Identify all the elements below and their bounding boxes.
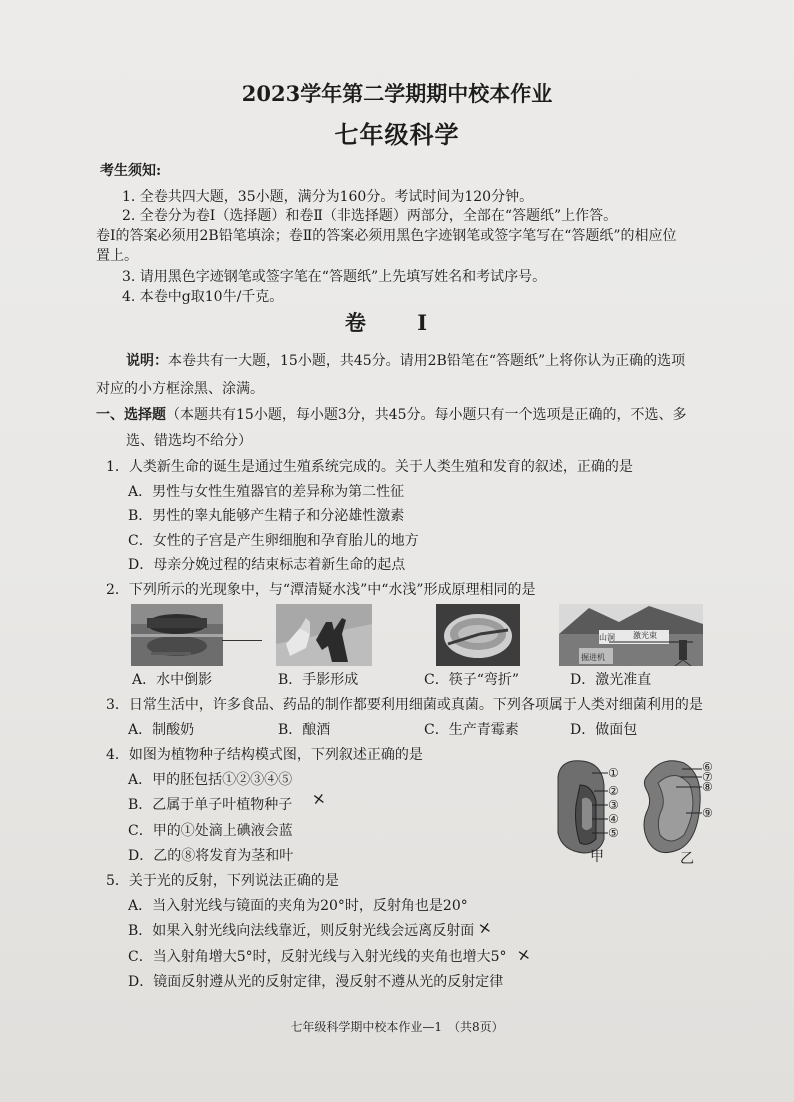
option-d: D．做面包 bbox=[570, 722, 638, 738]
part-heading bbox=[96, 404, 687, 424]
option-c: C．筷子“弯折” bbox=[424, 672, 520, 688]
water-reflection-image bbox=[131, 604, 223, 666]
part-label: 一、选择题 bbox=[96, 407, 166, 423]
exam-title: 2023学年第二学期期中校本作业 bbox=[241, 81, 553, 106]
hand-shadow-image bbox=[276, 604, 372, 666]
question-stem: 5．关于光的反射，下列说法正确的是 bbox=[106, 873, 339, 889]
question-stem: 3．日常生活中，许多食品、药品的制作都要利用细菌或真菌。下列各项属于人类对细菌利用的是 bbox=[106, 697, 703, 713]
seed-label: ① bbox=[608, 766, 619, 780]
option-a: A．当入射光线与镜面的夹角为20°时，反射角也是20° bbox=[128, 898, 468, 914]
instruction-label: 说明： bbox=[126, 353, 168, 369]
option-d: D．母亲分娩过程的结束标志着新生命的起点 bbox=[128, 557, 406, 573]
instruction-text: 本卷共有一大题，15小题，共45分。请用2B铅笔在“答题纸”上将你认为正确的选项 bbox=[168, 353, 686, 369]
instruction-text-2: 对应的小方框涂黑、涂满。 bbox=[96, 381, 264, 397]
option-d: D．激光准直 bbox=[570, 672, 652, 688]
option-a: A．制酸奶 bbox=[128, 722, 195, 738]
option-b: B．如果入射光线向法线靠近，则反射光线会远离反射面 bbox=[128, 923, 475, 939]
option-a: A．甲的胚包括①②③④⑤ bbox=[128, 772, 293, 788]
option-b: B．酿酒 bbox=[278, 722, 331, 738]
pen-mark bbox=[222, 640, 262, 641]
part-desc-2: 选、错选均不给分） bbox=[126, 433, 252, 449]
option-d: D．乙的⑧将发育为茎和叶 bbox=[128, 848, 294, 864]
seed-label: ⑥ bbox=[702, 760, 713, 774]
part-desc: （本题共有15小题，每小题3分，共45分。每小题只有一个选项是正确的，不选、多 bbox=[166, 407, 687, 423]
subject-title: 七年级科学 bbox=[334, 120, 460, 149]
question-stem: 1．人类新生命的诞生是通过生殖系统完成的。关于人类生殖和发育的叙述，正确的是 bbox=[106, 459, 633, 475]
option-c: C．生产青霉素 bbox=[424, 722, 519, 738]
notice-item: 4. 本卷中g取10牛/千克。 bbox=[122, 289, 284, 305]
option-c: C．当入射角增大5°时，反射光线与入射光线的夹角也增大5° bbox=[128, 949, 507, 965]
notice-item: 置上。 bbox=[96, 248, 138, 264]
figure-caption-right: 乙 bbox=[680, 851, 694, 867]
page-footer: 七年级科学期中校本作业—1 （共8页） bbox=[290, 1020, 504, 1034]
handwritten-cross-mark: × bbox=[310, 788, 327, 809]
seed-label: ② bbox=[608, 784, 619, 798]
question-stem: 4．如图为植物种子结构模式图，下列叙述正确的是 bbox=[106, 747, 423, 763]
notice-item: 卷Ⅰ的答案必须用2B铅笔填涂；卷Ⅱ的答案必须用黑色字迹钢笔或签字笔写在“答题纸”的相应位 bbox=[96, 228, 677, 244]
section-instruction bbox=[126, 350, 685, 370]
seed-label: ④ bbox=[608, 812, 619, 826]
handwritten-cross-mark: × bbox=[515, 943, 532, 966]
seed-label: ⑦ bbox=[702, 770, 713, 784]
figure-caption-left: 甲 bbox=[590, 849, 604, 865]
notice-item: 1. 全卷共四大题，35小题，满分为160分。考试时间为120分钟。 bbox=[122, 189, 534, 205]
tunnel-machine-label: 掘进机 bbox=[581, 653, 605, 662]
notice-heading: 考生须知: bbox=[100, 163, 162, 179]
option-c: C．女性的子宫是产生卵细胞和孕育胎儿的地方 bbox=[128, 533, 419, 549]
option-a: A．水中倒影 bbox=[132, 672, 213, 688]
seed-label: ⑧ bbox=[702, 780, 713, 794]
seed-structure-figure bbox=[552, 755, 722, 865]
option-c: C．甲的①处滴上碘液会蓝 bbox=[128, 823, 293, 839]
seed-label: ⑤ bbox=[608, 826, 619, 840]
laser-beam-label: 激光束 bbox=[633, 631, 657, 640]
option-b: B．乙属于单子叶植物种子 bbox=[128, 797, 293, 813]
chopstick-bowl-image bbox=[436, 604, 520, 666]
question-stem: 2．下列所示的光现象中，与“潭清疑水浅”中“水浅”形成原理相同的是 bbox=[106, 582, 536, 598]
seed-label: ③ bbox=[608, 798, 619, 812]
handwritten-cross-mark: × bbox=[476, 916, 493, 939]
notice-item: 3. 请用黑色字迹钢笔或签字笔在“答题纸”上先填写姓名和考试序号。 bbox=[122, 269, 547, 285]
laser-tunnel-image bbox=[559, 604, 703, 666]
seed-label: ⑨ bbox=[702, 806, 713, 820]
option-a: A．男性与女性生殖器官的差异称为第二性征 bbox=[128, 484, 405, 500]
option-b: B．手影形成 bbox=[278, 672, 359, 688]
section-title: 卷 Ⅰ bbox=[344, 310, 450, 335]
option-d: D．镜面反射遵从光的反射定律，漫反射不遵从光的反射定律 bbox=[128, 974, 504, 990]
notice-item: 2. 全卷分为卷Ⅰ（选择题）和卷Ⅱ（非选择题）两部分，全部在“答题纸”上作答。 bbox=[122, 208, 618, 224]
option-b: B．男性的睾丸能够产生精子和分泌雄性激素 bbox=[128, 508, 405, 524]
cave-label: 山洞 bbox=[599, 633, 615, 642]
